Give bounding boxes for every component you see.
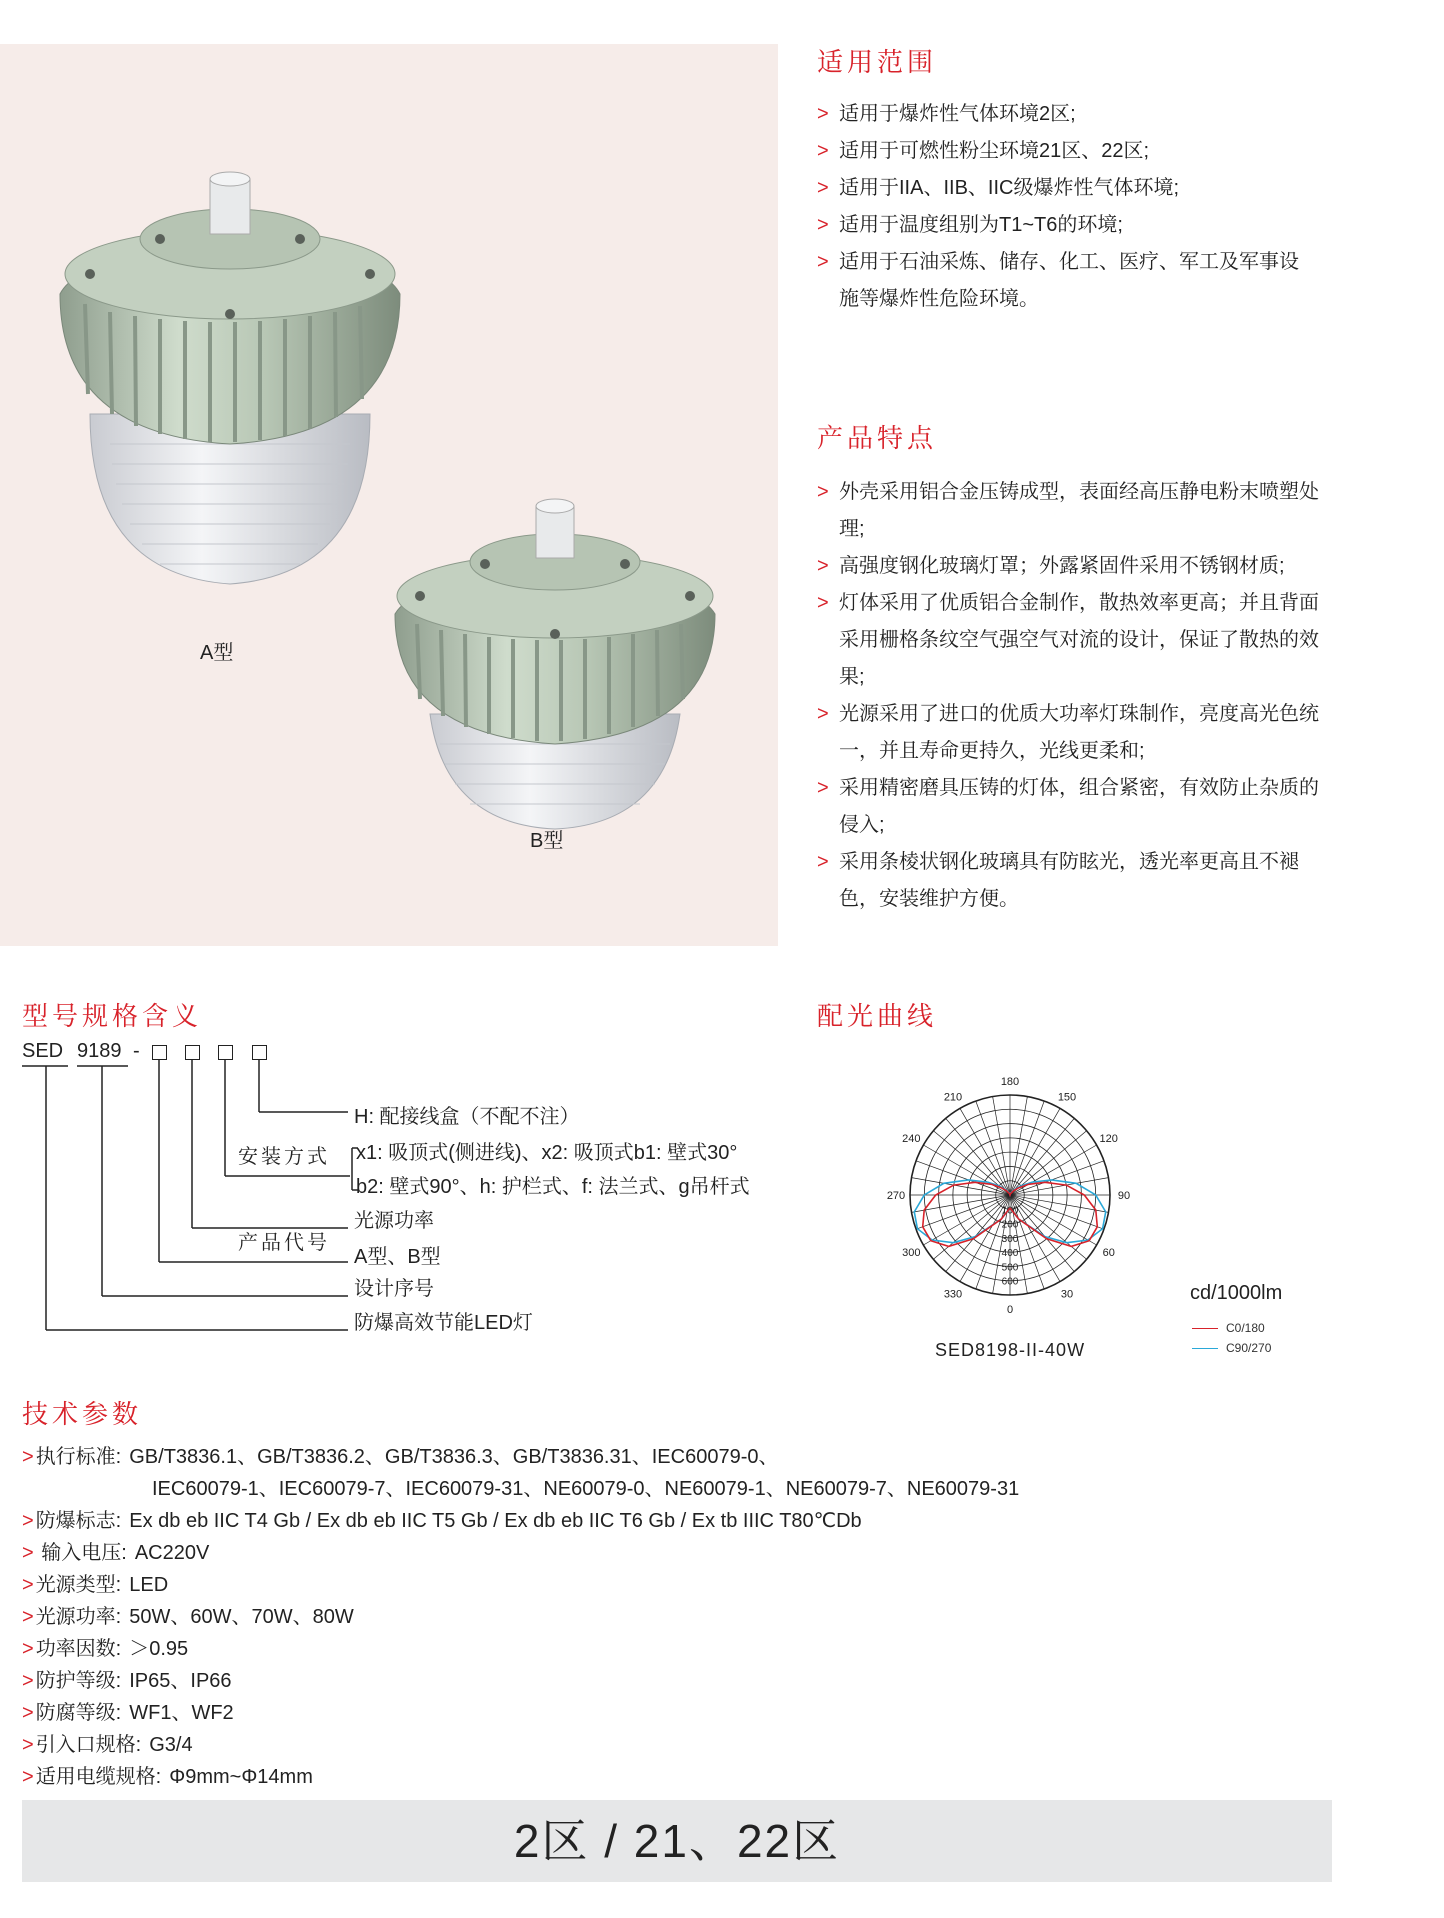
- spec-value: G3/4: [149, 1734, 193, 1756]
- spec-row: > 光源功率: 50W、60W、70W、80W: [22, 1606, 354, 1628]
- feature-item: > 光源采用了进口的优质大功率灯珠制作，亮度高光色统一，并且寿命更持久，光线更柔和;: [817, 703, 1319, 762]
- specs-title: 技术参数: [22, 1399, 143, 1429]
- spec-label: 功率因数:: [35, 1638, 122, 1660]
- lamp-a-label: A型: [200, 642, 234, 664]
- polar-radial-label: 300: [1001, 1233, 1019, 1245]
- polar-radial-label: 200: [1001, 1219, 1019, 1231]
- zone-footer-band: [22, 1800, 1332, 1882]
- model-install-line1: x1: 吸顶式(侧进线)、x2: 吸顶式b1: 壁式30°: [356, 1142, 738, 1164]
- curve-legend: [1192, 1318, 1271, 1358]
- feature-item: > 高强度钢化玻璃灯罩；外露紧固件采用不锈钢材质;: [817, 555, 1285, 577]
- polar-angle-label: 270: [886, 1190, 906, 1202]
- scope-item: > 适用于IIA、IIB、IIC级爆炸性气体环境;: [817, 177, 1180, 199]
- polar-angle-label: 240: [902, 1133, 921, 1145]
- spec-value: GB/T3836.1、GB/T3836.2、GB/T3836.3、GB/T3836.31、IEC60079-0、: [129, 1446, 779, 1468]
- spec-row-continuation: IEC60079-1、IEC60079-7、IEC60079-31、NE60079-0、NE60079-1、NE60079-7、NE60079-31: [152, 1478, 1020, 1500]
- spec-row: > 光源类型: LED: [22, 1574, 169, 1596]
- polar-angle-label: 30: [1060, 1288, 1074, 1301]
- curve-caption: SED8198-II-40W: [935, 1340, 1086, 1360]
- features-list: [817, 474, 1337, 918]
- polar-angle-label: 120: [1099, 1133, 1118, 1145]
- polar-angle-label: 0: [1006, 1304, 1014, 1316]
- scope-item: > 适用于爆炸性气体环境2区;: [817, 103, 1076, 125]
- polar-angle-label: 180: [1000, 1076, 1020, 1088]
- zone-footer-text: 2区 / 21、22区: [513, 1815, 841, 1867]
- spec-label: 光源类型:: [35, 1574, 122, 1596]
- spec-value: AC220V: [134, 1542, 210, 1564]
- model-h-line: H: 配接线盒（不配不注）: [354, 1106, 580, 1128]
- feature-item: > 采用条棱状钢化玻璃具有防眩光，透光率更高且不褪色，安装维护方便。: [817, 851, 1299, 910]
- curve-unit: cd/1000lm: [1190, 1282, 1283, 1304]
- model-design-label: 设计序号: [354, 1278, 434, 1300]
- polar-radial-label: 100: [1001, 1205, 1019, 1217]
- spec-label: 光源功率:: [35, 1606, 122, 1628]
- model-series: 9189: [77, 1040, 122, 1062]
- model-code-label: 产品代号: [238, 1232, 330, 1254]
- spec-label: 执行标准:: [35, 1446, 122, 1468]
- spec-value: ＞0.95: [129, 1638, 189, 1660]
- model-product-label: 防爆高效节能LED灯: [354, 1312, 533, 1334]
- spec-row: > 防护等级: IP65、IP66: [22, 1670, 232, 1692]
- polar-angle-label: 330: [943, 1288, 963, 1301]
- legend-item-c90: C90/270: [1192, 1338, 1271, 1358]
- feature-item: > 采用精密磨具压铸的灯体，组合紧密，有效防止杂质的侵入;: [817, 777, 1319, 836]
- polar-angle-label: 150: [1057, 1091, 1077, 1104]
- model-code-value: A型、B型: [354, 1246, 441, 1268]
- scope-list: [817, 96, 1317, 318]
- feature-item: > 灯体采用了优质铝合金制作，散热效率更高；并且背面采用栅格条纹空气强空气对流的设计，保证了散热的效果;: [817, 592, 1319, 688]
- polar-angle-label: 300: [902, 1247, 921, 1259]
- spec-row: > 适用电缆规格: Φ9mm~Φ14mm: [22, 1766, 313, 1788]
- spec-row: > 防腐等级: WF1、WF2: [22, 1702, 234, 1724]
- spec-value: LED: [129, 1574, 169, 1596]
- polar-angle-label: 90: [1117, 1190, 1131, 1202]
- spec-label: 防护等级:: [35, 1670, 122, 1692]
- spec-value: IP65、IP66: [129, 1670, 232, 1692]
- scope-item: > 适用于温度组别为T1~T6的环境;: [817, 214, 1123, 236]
- feature-item: > 外壳采用铝合金压铸成型，表面经高压静电粉末喷塑处理;: [817, 481, 1319, 540]
- polar-radial-label: 600: [1001, 1276, 1019, 1288]
- spec-value: 50W、60W、70W、80W: [129, 1606, 354, 1628]
- spec-row: > 执行标准: GB/T3836.1、GB/T3836.2、GB/T3836.3、GB/T3836.31、IEC60079-0、: [22, 1446, 779, 1468]
- model-prefix: SED: [22, 1040, 64, 1062]
- scope-title: 适用范围: [817, 47, 938, 77]
- polar-angle-label: 60: [1102, 1247, 1115, 1259]
- features-title: 产品特点: [817, 423, 938, 453]
- spec-label: 防腐等级:: [35, 1702, 122, 1724]
- spec-value: WF1、WF2: [129, 1702, 234, 1724]
- spec-row: > 引入口规格: G3/4: [22, 1734, 193, 1756]
- spec-value: Φ9mm~Φ14mm: [169, 1766, 313, 1788]
- polar-radial-label: 500: [1001, 1262, 1019, 1274]
- spec-row: > 输入电压: AC220V: [22, 1542, 210, 1564]
- scope-item: > 适用于石油采炼、储存、化工、医疗、军工及军事设施等爆炸性危险环境。: [817, 251, 1299, 310]
- spec-label: 输入电压:: [35, 1542, 127, 1564]
- model-install-line2: b2: 壁式90°、h: 护栏式、f: 法兰式、g吊杆式: [356, 1176, 750, 1198]
- spec-row: > 防爆标志: Ex db eb IIC T4 Gb / Ex db eb IIC T5 Gb / Ex db eb IIC T6 Gb / Ex tb IIIC T80℃Db: [22, 1510, 862, 1532]
- spec-label: 防爆标志:: [35, 1510, 122, 1532]
- lamp-b-label: B型: [530, 830, 564, 852]
- polar-radial-label: 400: [1001, 1248, 1019, 1260]
- spec-label: 适用电缆规格:: [35, 1766, 162, 1788]
- legend-item-c0: C0/180: [1192, 1318, 1271, 1338]
- model-dash: -: [133, 1040, 140, 1062]
- light-distribution-chart: [860, 1050, 1160, 1340]
- scope-item: > 适用于可燃性粉尘环境21区、22区;: [817, 140, 1150, 162]
- spec-label: 引入口规格:: [35, 1734, 142, 1756]
- spec-row: > 功率因数: ＞0.95: [22, 1638, 189, 1660]
- curve-title: 配光曲线: [817, 1001, 938, 1031]
- model-title: 型号规格含义: [22, 1001, 203, 1031]
- polar-angle-label: 210: [943, 1091, 963, 1104]
- model-connector-lines: [0, 0, 360, 1340]
- model-power-label: 光源功率: [354, 1210, 434, 1232]
- lamp-b-image: [385, 484, 725, 844]
- spec-value: Ex db eb IIC T4 Gb / Ex db eb IIC T5 Gb / Ex db eb IIC T6 Gb / Ex tb IIIC T80℃Db: [129, 1510, 862, 1532]
- model-install-label: 安装方式: [238, 1146, 330, 1168]
